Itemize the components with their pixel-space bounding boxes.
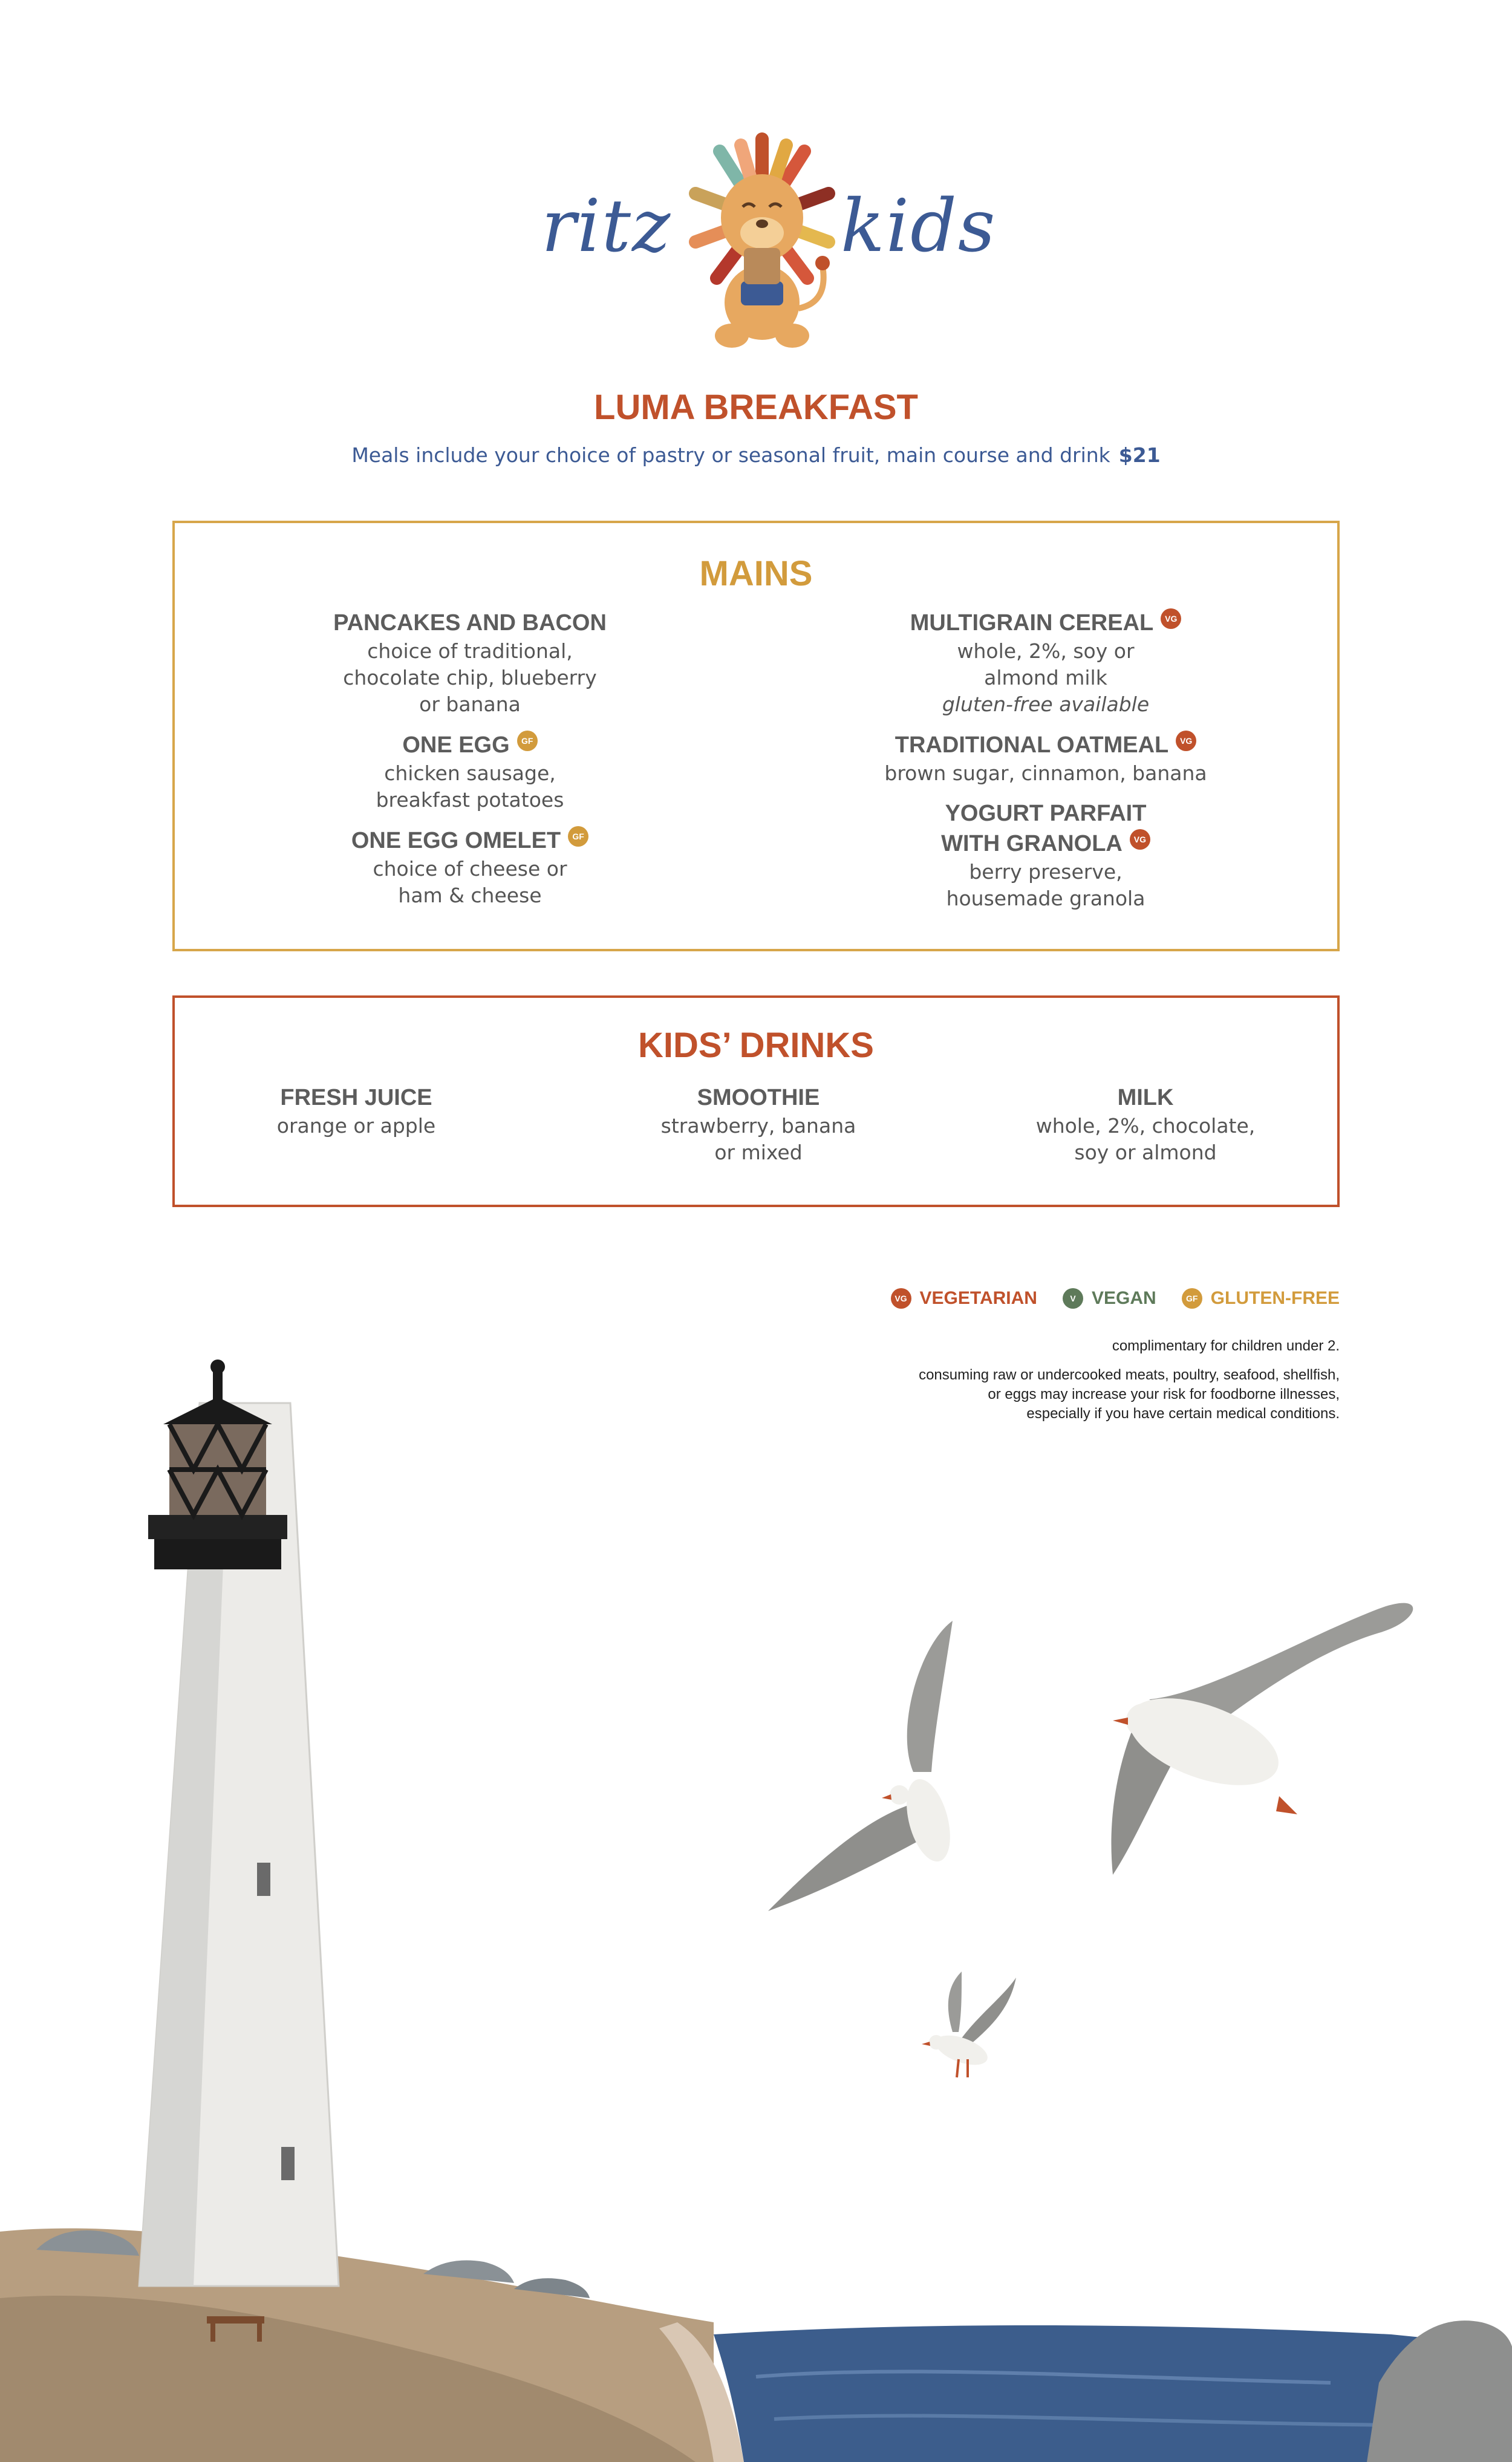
item-desc: whole, 2%, chocolate, [1035, 1114, 1256, 1138]
item-desc: or banana [419, 692, 521, 716]
vegetarian-icon: VG [1130, 829, 1150, 850]
vegetarian-icon: VG [1176, 731, 1196, 751]
drink-item-juice [229, 1083, 483, 1139]
health-warning-line: consuming raw or undercooked meats, poultry, seafood, shellfish, [919, 1367, 1340, 1383]
logo-ritz-text: ritz [541, 184, 672, 269]
menu-subtitle [0, 443, 1512, 467]
ritz-kids-logo [532, 127, 997, 357]
item-desc: chicken sausage, [384, 761, 556, 785]
drink-item-smoothie [625, 1083, 891, 1166]
item-name-row [864, 730, 1227, 760]
seagull-small [922, 1972, 1016, 2077]
item-desc: housemade granola [946, 887, 1145, 910]
lion-mascot-icon [683, 127, 841, 357]
health-warning-line: or eggs may increase your risk for foodborne illnesses, [988, 1386, 1340, 1402]
gluten-free-icon: GF [568, 826, 588, 847]
legend-label-vegan: VEGAN [1091, 1288, 1156, 1308]
drinks-title: KIDS’ DRINKS [638, 1026, 874, 1065]
drink-item-milk [1000, 1083, 1291, 1166]
bench-leg [210, 2324, 215, 2342]
item-name-row [319, 730, 621, 760]
menu-item-one-egg [319, 730, 621, 813]
item-desc: soy or almond [1074, 1141, 1217, 1164]
item-name: YOGURT PARFAIT [945, 801, 1147, 826]
seagull-large [1111, 1603, 1413, 1875]
lighthouse-gallery [148, 1515, 287, 1539]
item-name: ONE EGG [402, 732, 510, 758]
kids-drinks-section [172, 995, 1340, 1207]
lighthouse-window [257, 1863, 270, 1896]
vegetarian-icon: VG [891, 1288, 911, 1309]
item-name: WITH GRANOLA [941, 831, 1123, 856]
complimentary-note: complimentary for children under 2. [1112, 1338, 1340, 1354]
gluten-free-icon: GF [517, 731, 538, 751]
item-desc: ham & cheese [398, 884, 542, 907]
item-name: ONE EGG OMELET [351, 828, 561, 853]
bench-leg [257, 2324, 262, 2342]
item-desc: almond milk [984, 666, 1107, 689]
item-desc: berry preserve, [969, 860, 1123, 884]
item-note: gluten-free available [942, 692, 1150, 716]
menu-item-pancakes [319, 608, 621, 718]
lighthouse-window [281, 2147, 295, 2180]
item-desc: whole, 2%, soy or [957, 639, 1135, 663]
logo-kids-text: kids [841, 184, 997, 269]
menu-item-omelet [319, 826, 621, 909]
gluten-free-icon: GF [1182, 1288, 1202, 1309]
seagull-medium [768, 1621, 958, 1911]
bench [207, 2316, 264, 2324]
item-name: SMOOTHIE [697, 1085, 820, 1110]
subtitle-text: Meals include your choice of pastry or seasonal fruit, main course and drink [351, 443, 1110, 467]
health-warning-line: especially if you have certain medical conditions. [1026, 1405, 1340, 1422]
item-desc: brown sugar, cinnamon, banana [884, 761, 1207, 785]
legend-label-vegetarian: VEGETARIAN [919, 1288, 1037, 1308]
menu-item-oatmeal [864, 730, 1227, 787]
item-desc: chocolate chip, blueberry [343, 666, 597, 689]
menu-item-yogurt-parfait [876, 798, 1215, 912]
mains-section [172, 521, 1340, 951]
item-desc: breakfast potatoes [376, 788, 564, 812]
item-name: TRADITIONAL OATMEAL [894, 732, 1169, 758]
lighthouse-finial [210, 1360, 225, 1374]
menu-price: $21 [1118, 443, 1161, 467]
item-desc: strawberry, banana [660, 1114, 856, 1138]
item-desc: choice of cheese or [373, 857, 567, 881]
item-name-row [876, 608, 1215, 638]
menu-item-cereal [876, 608, 1215, 718]
legend-label-gluten-free: GLUTEN-FREE [1210, 1288, 1340, 1308]
item-name: MILK [1117, 1085, 1174, 1110]
vegan-icon: V [1063, 1288, 1083, 1309]
item-desc: choice of traditional, [367, 639, 573, 663]
lighthouse-base-ring [154, 1539, 281, 1569]
item-name: PANCAKES AND BACON [333, 610, 607, 636]
mains-title: MAINS [699, 554, 813, 593]
vegetarian-icon: VG [1161, 608, 1181, 629]
menu-title: LUMA BREAKFAST [594, 388, 918, 427]
item-name: MULTIGRAIN CEREAL [910, 610, 1154, 636]
coastal-illustration [0, 1355, 1512, 2462]
item-name: FRESH JUICE [280, 1085, 432, 1110]
item-name-row [876, 829, 1215, 859]
item-name-row [319, 826, 621, 856]
dietary-legend [891, 1288, 1340, 1309]
item-desc: orange or apple [276, 1114, 436, 1138]
item-desc: or mixed [714, 1141, 803, 1164]
